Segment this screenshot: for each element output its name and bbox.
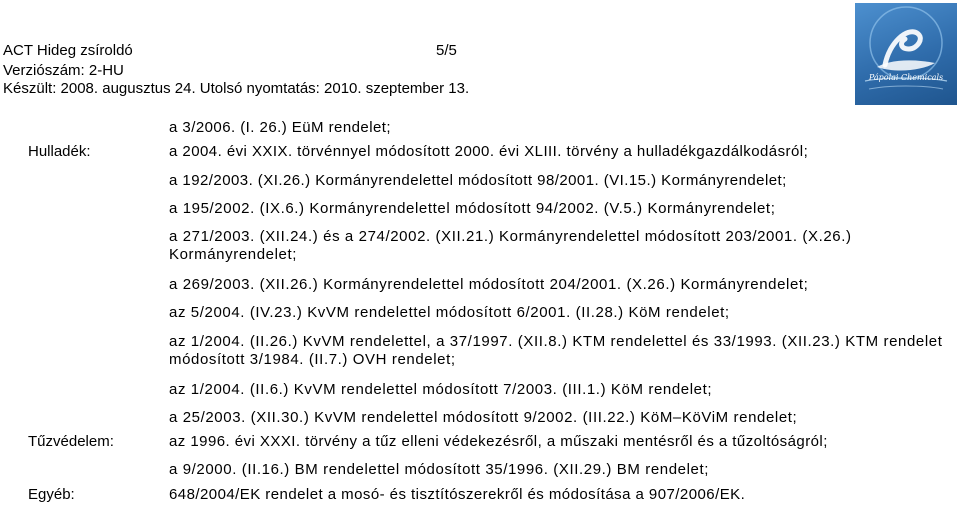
regulation-entry: 648/2004/EK rendelet a mosó- és tisztítószerekről és módosítása a 907/2006/EK. (169, 486, 746, 503)
swan-icon (855, 3, 957, 105)
regulation-entry: az 1/2004. (II.26.) KvVM rendelettel, a 37/1997. (XII.8.) KTM rendelettel és 33/1993. (XII.23.) KTM rendelet módosított 3/1984. (II.7.) OVH rendelet; (169, 333, 943, 368)
regulation-entry: a 269/2003. (XII.26.) Kormányrendelettel módosított 204/2001. (X.26.) Kormányrendelet; (169, 276, 809, 293)
regulation-entry: az 5/2004. (IV.23.) KvVM rendelettel módosított 6/2001. (II.28.) KöM rendelet; (169, 304, 730, 321)
regulation-entry: az 1/2004. (II.6.) KvVM rendelettel módosított 7/2003. (III.1.) KöM rendelet; (169, 381, 713, 398)
document-title: ACT Hideg zsíroldó (3, 42, 133, 59)
regulation-entry: a 9/2000. (II.16.) BM rendelettel módosított 35/1996. (XII.29.) BM rendelet; (169, 461, 710, 478)
regulation-entry: a 3/2006. (I. 26.) EüM rendelet; (169, 119, 392, 136)
regulation-entry: a 25/2003. (XII.30.) KvVM rendelettel módosított 9/2002. (III.22.) KöM–KöViM rendelet; (169, 409, 798, 426)
print-info: Készült: 2008. augusztus 24. Utolsó nyomtatás: 2010. szeptember 13. (3, 80, 470, 97)
regulation-entry: a 192/2003. (XI.26.) Kormányrendelettel módosított 98/2001. (VI.15.) Kormányrendelet; (169, 172, 787, 189)
section-label-hulladek: Hulladék: (28, 143, 91, 160)
section-label-egyeb: Egyéb: (28, 486, 75, 503)
section-label-tuzvedelem: Tűzvédelem: (28, 433, 114, 450)
regulation-entry: a 195/2002. (IX.6.) Kormányrendelettel módosított 94/2002. (V.5.) Kormányrendelet; (169, 200, 776, 217)
regulation-entry: a 271/2003. (XII.24.) és a 274/2002. (XII.21.) Kormányrendelettel módosított 203/2001. (X.26.) Kormányrendelet; (169, 228, 852, 263)
version-number: Verziószám: 2-HU (3, 62, 124, 79)
regulation-entry: a 2004. évi XXIX. törvénnyel módosított 2000. évi XLIII. törvény a hulladékgazdálkodásról; (169, 143, 809, 160)
page-number: 5/5 (436, 42, 457, 59)
company-logo (855, 3, 957, 105)
logo-text: Pápolai Chemicals (868, 73, 944, 82)
regulation-entry: az 1996. évi XXXI. törvény a tűz elleni védekezésről, a műszaki mentésről és a tűzoltóságról; (169, 433, 828, 450)
